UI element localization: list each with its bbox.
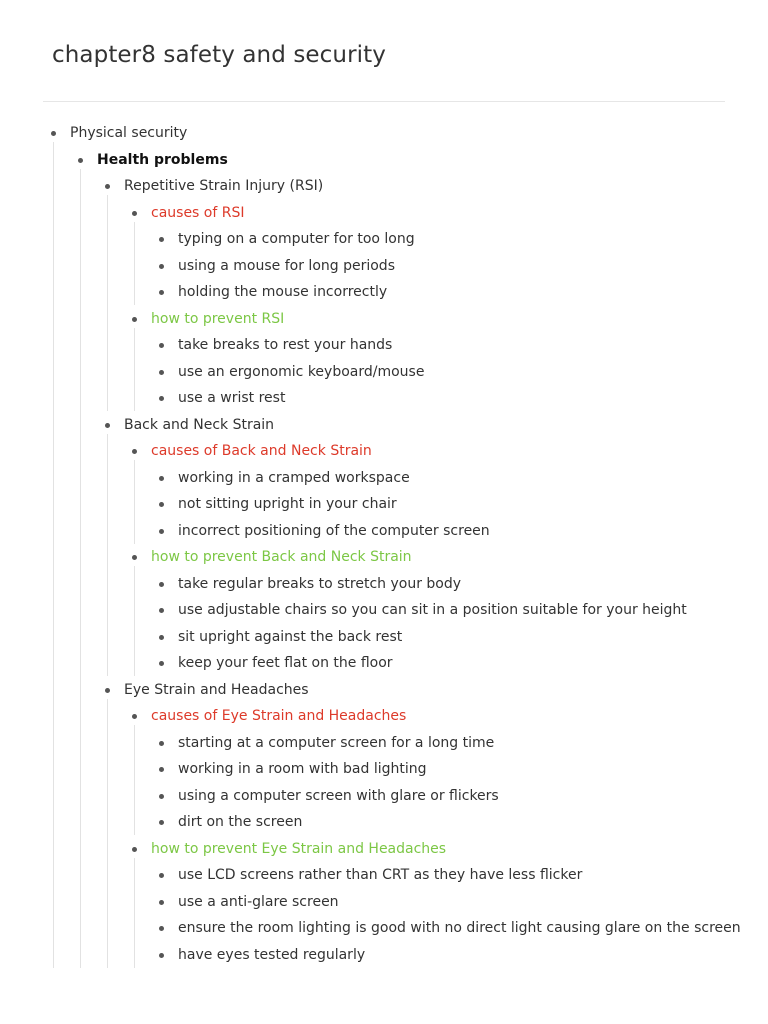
outline-item-label: how to prevent Back and Neck Strain [151,549,412,565]
outline-item[interactable] [159,650,393,676]
outline-guide-line [134,328,135,412]
bullet-icon [159,529,164,534]
bullet-icon [78,158,83,163]
outline-guide-line [134,725,135,835]
outline-item[interactable] [132,306,284,332]
bullet-icon [132,714,137,719]
outline-item[interactable] [159,226,415,252]
outline-item[interactable] [159,359,424,385]
outline-item[interactable] [105,412,274,438]
bullet-icon [159,873,164,878]
outline-item-label: causes of Eye Strain and Headaches [151,708,407,724]
bullet-icon [159,635,164,640]
outline-item[interactable] [159,385,285,411]
outline-item-label: incorrect positioning of the computer screen [178,522,490,539]
outline-guide-line [107,699,108,968]
bullet-icon [132,847,137,852]
outline-item-label: take regular breaks to stretch your body [178,575,462,592]
outline-item[interactable] [159,279,387,305]
bullet-icon [159,343,164,348]
outline-item[interactable] [132,438,372,464]
bullet-icon [159,237,164,242]
outline-item-label: starting at a computer screen for a long time [178,734,495,751]
outline-item[interactable] [159,915,741,941]
outline-item-label: how to prevent RSI [151,310,285,327]
outline-item-label: how to prevent Eye Strain and Headaches [151,840,447,857]
outline-item-label: Physical security [70,125,188,141]
page-title: chapter8 safety and security [52,42,386,68]
bullet-icon [159,926,164,931]
outline-item-label: ensure the room lighting is good with no direct light causing glare on the screen [178,920,741,936]
outline-item[interactable] [132,544,412,570]
outline-item[interactable] [159,465,410,491]
bullet-icon [159,264,164,269]
outline-item[interactable] [159,624,402,650]
outline-item-label: not sitting upright in your chair [178,496,397,512]
outline-item-label: holding the mouse incorrectly [178,284,388,300]
outline-item-label: have eyes tested regularly [178,946,366,963]
outline-item-label: sit upright against the back rest [178,628,403,645]
outline-item[interactable] [105,677,309,703]
outline-item[interactable] [132,200,245,226]
outline-item[interactable] [159,889,339,915]
bullet-icon [159,953,164,958]
outline-item[interactable] [159,783,499,809]
bullet-icon [159,900,164,905]
bullet-icon [159,794,164,799]
outline-item-label: typing on a computer for too long [178,231,415,247]
outline-guide-line [134,566,135,676]
outline-item[interactable] [105,173,323,199]
outline-item[interactable] [132,703,406,729]
bullet-icon [132,555,137,560]
bullet-icon [105,184,110,189]
outline-item-label: keep your feet flat on the floor [178,655,393,671]
bullet-icon [132,449,137,454]
bullet-icon [132,211,137,216]
outline-guide-line [134,858,135,968]
outline-item-label: use an ergonomic keyboard/mouse [178,363,425,380]
outline-guide-line [80,169,81,968]
outline-guide-line [134,222,135,306]
outline-item[interactable] [159,862,582,888]
outline-item[interactable] [159,491,397,517]
bullet-icon [159,820,164,825]
outline-item-label: Eye Strain and Headaches [124,681,309,698]
outline-item-label: Back and Neck Strain [124,416,275,433]
outline-item[interactable] [159,809,302,835]
bullet-icon [159,767,164,772]
outline-item[interactable] [159,253,395,279]
outline-item-label: use a wrist rest [178,390,286,406]
outline-item[interactable] [78,147,228,173]
bullet-icon [159,502,164,507]
outline-item[interactable] [159,756,427,782]
outline-item[interactable] [159,730,494,756]
bullet-icon [159,476,164,481]
outline-item[interactable] [51,120,187,146]
outline-item-label: using a computer screen with glare or flickers [178,787,499,804]
outline-item-label: causes of RSI [151,204,245,221]
bullet-icon [159,290,164,295]
outline-item-label: using a mouse for long periods [178,257,395,274]
bullet-icon [159,661,164,666]
outline-item-label: use a anti-glare screen [178,893,339,910]
bullet-icon [159,608,164,613]
outline-item[interactable] [159,597,687,623]
outline-item-label: Repetitive Strain Injury (RSI) [124,178,324,194]
outline-item-label: working in a cramped workspace [178,469,410,486]
outline-item-label: working in a room with bad lighting [178,761,427,777]
outline-item[interactable] [159,518,490,544]
outline-item-label: take breaks to rest your hands [178,337,393,353]
outline-item-label: use LCD screens rather than CRT as they have less flicker [178,867,583,883]
outline-item[interactable] [159,332,392,358]
bullet-icon [159,582,164,587]
outline-guide-line [107,434,108,677]
outline-item[interactable] [132,836,446,862]
bullet-icon [159,396,164,401]
outline-guide-line [107,195,108,411]
outline-item-label: causes of Back and Neck Strain [151,443,372,459]
bullet-icon [105,423,110,428]
outline-item[interactable] [159,571,461,597]
outline-item-label: use adjustable chairs so you can sit in a position suitable for your height [178,602,687,618]
bullet-icon [159,370,164,375]
bullet-icon [105,688,110,693]
outline-guide-line [134,460,135,544]
bullet-icon [159,741,164,746]
outline-item-label: Health problems [97,151,228,168]
outline-item[interactable] [159,942,365,968]
outline-guide-line [53,142,54,968]
bullet-icon [51,131,56,136]
outline-item-label: dirt on the screen [178,814,303,830]
bullet-icon [132,317,137,322]
